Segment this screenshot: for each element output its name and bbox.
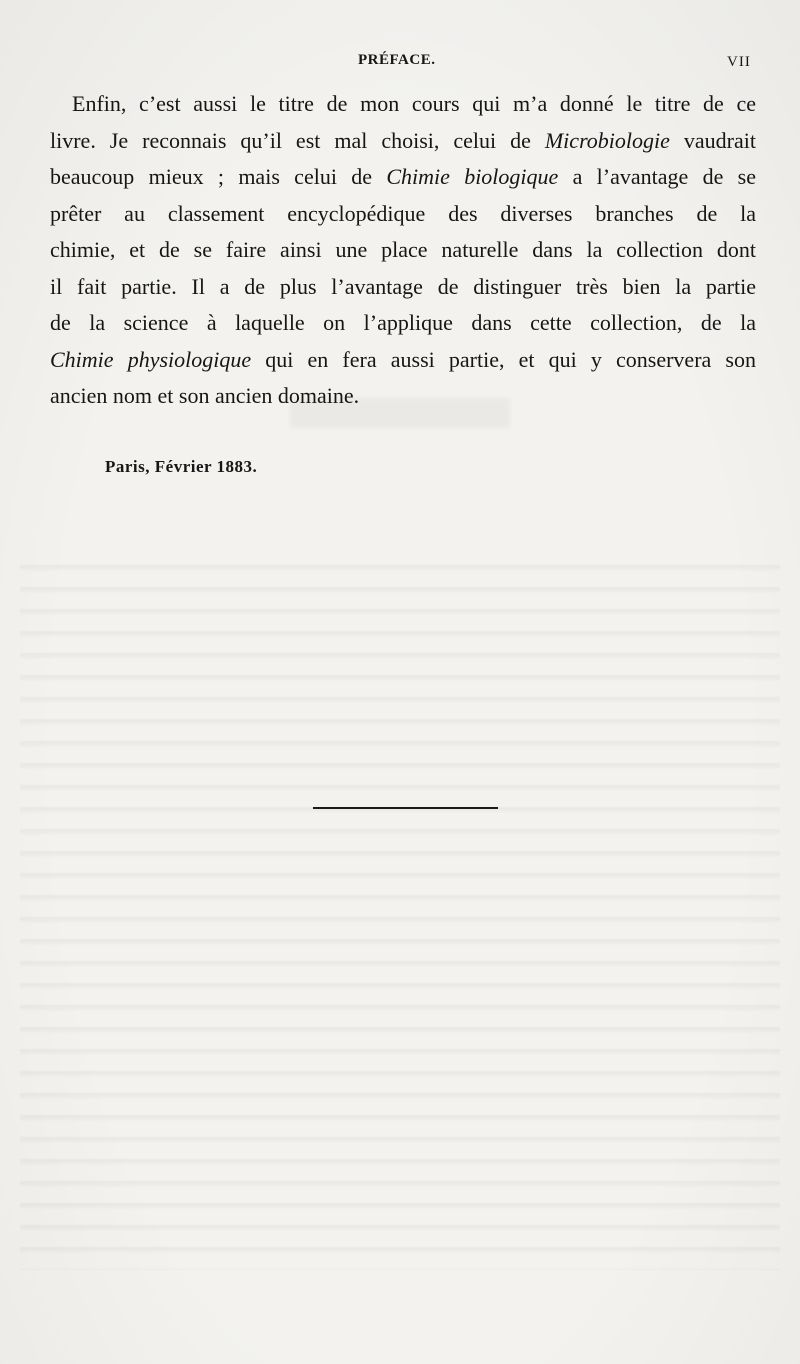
italic-term: Microbiologie xyxy=(544,127,670,153)
italic-term: Chimie biologique xyxy=(386,164,559,189)
running-head xyxy=(0,52,800,76)
italic-term: Chimie physiologique xyxy=(50,346,252,372)
paragraph-line: prêter au classement encyclopédique des diverses branches de la xyxy=(50,200,756,226)
paragraph-line: ancien nom et son ancien domaine. xyxy=(50,383,360,408)
paragraph-line: livre. Je reconnais qu’il est mal choisi, celui de Microbiologie vaudrait xyxy=(50,127,756,153)
section-end-rule xyxy=(313,807,498,809)
show-through-texture xyxy=(20,550,780,1270)
dateline: Paris, Février 1883. xyxy=(105,457,258,476)
paragraph-line: il fait partie. Il a de plus l’avantage de distinguer très bien la partie xyxy=(50,273,756,299)
running-title: PRÉFACE. xyxy=(358,52,436,68)
preface-paragraph xyxy=(50,86,756,415)
paragraph-line: beaucoup mieux ; mais celui de Chimie biologique a l’avantage de se xyxy=(50,164,757,189)
paragraph-line: de la science à laquelle on l’applique dans cette collection, de la xyxy=(50,310,756,335)
paragraph-line: chimie, et de se faire ainsi une place naturelle dans la collection dont xyxy=(50,237,756,262)
paragraph-line: Enfin, c’est aussi le titre de mon cours qui m’a donné le titre de ce xyxy=(72,91,756,116)
page-number: VII xyxy=(727,54,751,70)
paragraph-line: Chimie physiologique qui en fera aussi partie, et qui y conservera son xyxy=(50,346,756,372)
